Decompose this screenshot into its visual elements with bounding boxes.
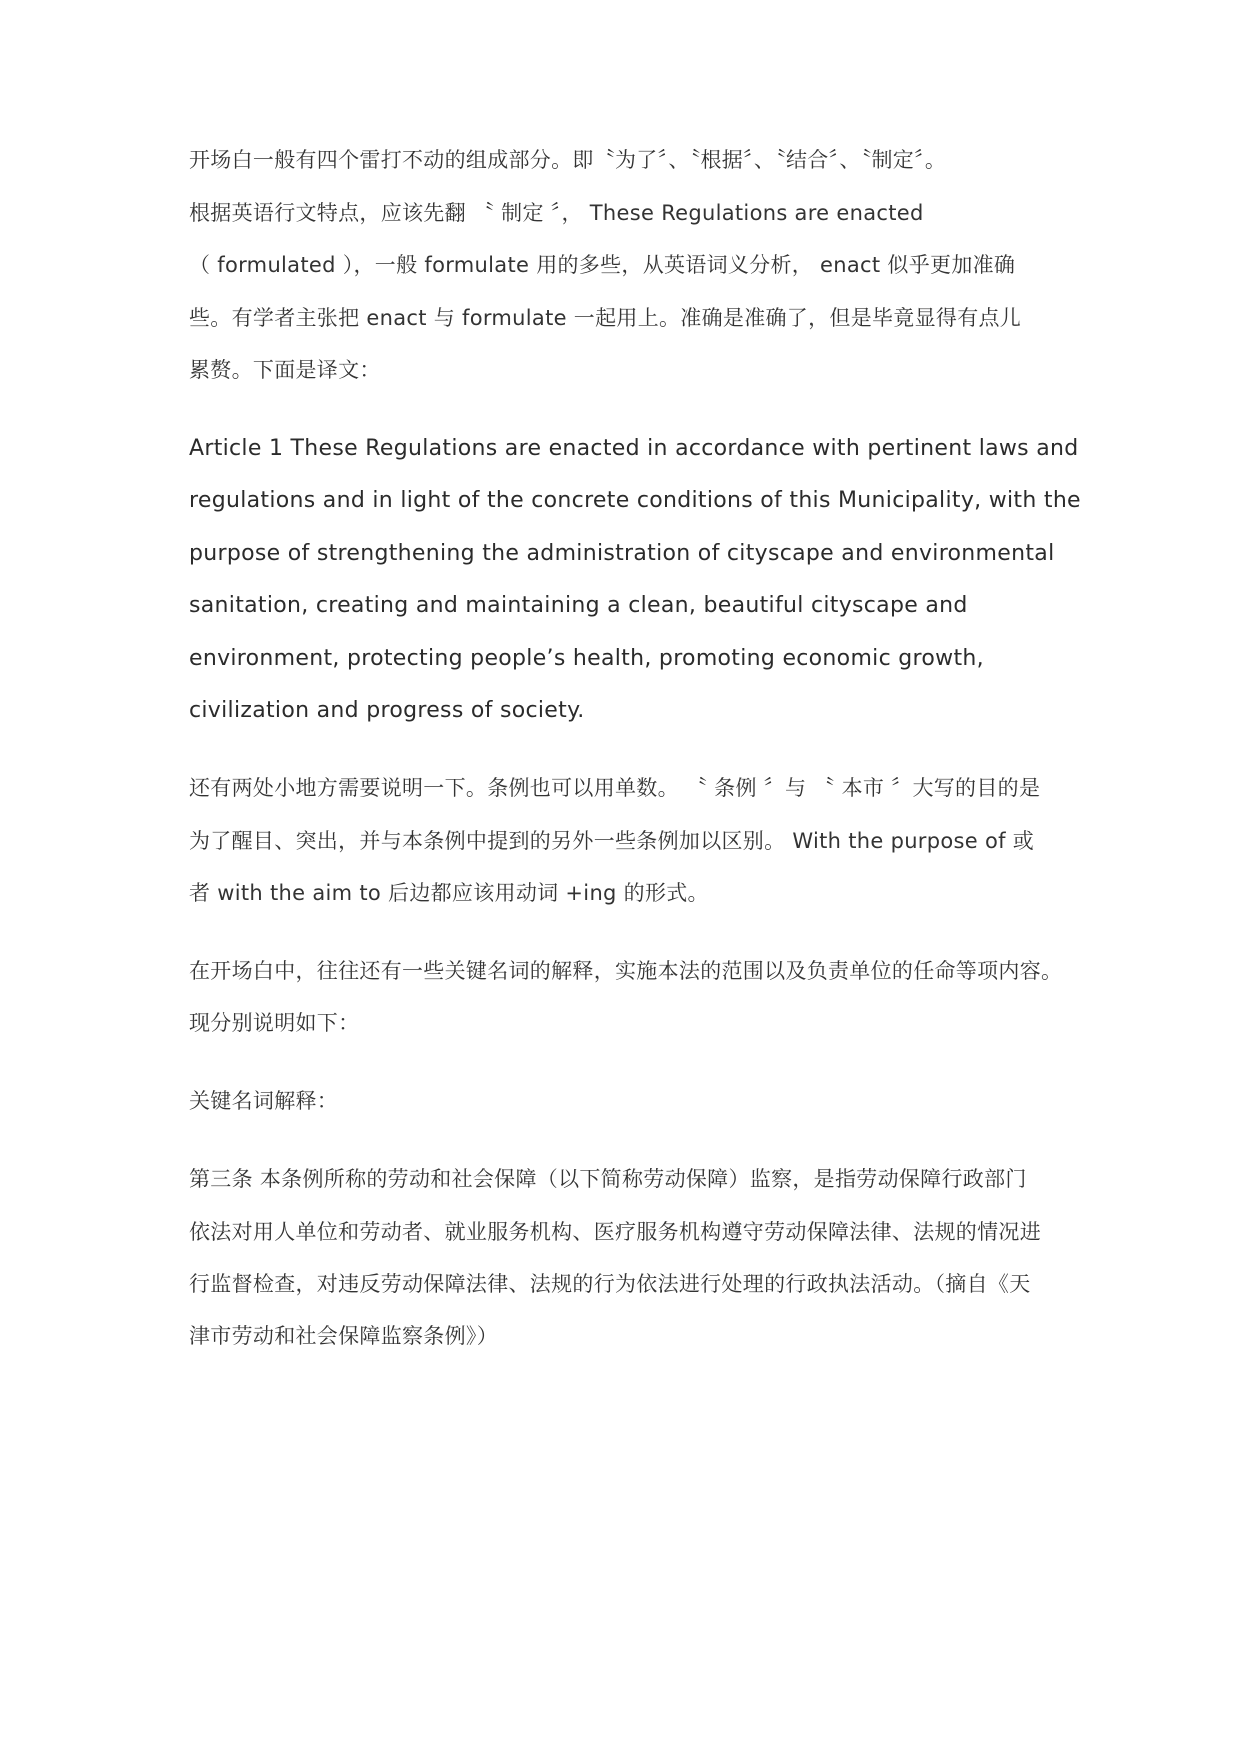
text-line: 些。有学者主张把 enact 与 formulate 一起用上。准确是准确了，但是毕竟显得有点儿 <box>189 306 1022 330</box>
text-line: 现分别说明如下： <box>189 1011 360 1035</box>
text-line: 依法对用人单位和劳动者、就业服务机构、医疗服务机构遵守劳动保障法律、法规的情况进 <box>189 1220 1041 1244</box>
text-line: purpose of strengthening the administration of cityscape and environmental <box>189 541 1055 566</box>
text-line: 在开场白中，往往还有一些关键名词的解释，实施本法的范围以及负责单位的任命等项内容。 <box>189 959 1063 983</box>
text-line: 为了醒目、突出，并与本条例中提到的另外一些条例加以区别。 With the purpose of 或 <box>189 829 1035 853</box>
text-line: 第三条 本条例所称的劳动和社会保障（以下简称劳动保障）监察，是指劳动保障行政部门 <box>189 1167 1027 1191</box>
text-line: Article 1 These Regulations are enacted in accordance with pertinent laws and <box>189 436 1079 461</box>
text-line: 者 with the aim to 后边都应该用动词 +ing 的形式。 <box>189 881 709 905</box>
text-line: 关键名词解释： <box>189 1089 339 1113</box>
text-line: 根据英语行文特点，应该先翻 〝 制定 〞， These Regulations are enacted <box>189 201 924 225</box>
text-line: （ formulated ），一般 formulate 用的多些，从英语词义分析， enact 似乎更加准确 <box>189 253 1016 277</box>
text-line: 还有两处小地方需要说明一下。条例也可以用单数。 〝 条例 〞与 〝 本市 〞大写的目的是 <box>189 776 1041 800</box>
text-line: regulations and in light of the concrete conditions of this Municipality, with the <box>189 488 1081 513</box>
text-line: 行监督检查，对违反劳动保障法律、法规的行为依法进行处理的行政执法活动。（摘自《天 <box>189 1272 1031 1296</box>
text-line: 开场白一般有四个雷打不动的组成部分。即〝为了〞、〝根据〞、〝结合〞、〝制定〞。 <box>189 148 947 172</box>
text-line: 累赘。下面是译文： <box>189 358 381 382</box>
text-line: civilization and progress of society. <box>189 698 585 723</box>
text-line: environment, protecting people’s health, promoting economic growth, <box>189 646 984 671</box>
text-line: sanitation, creating and maintaining a clean, beautiful cityscape and <box>189 593 968 618</box>
text-line: 津市劳动和社会保障监察条例》） <box>189 1324 498 1348</box>
